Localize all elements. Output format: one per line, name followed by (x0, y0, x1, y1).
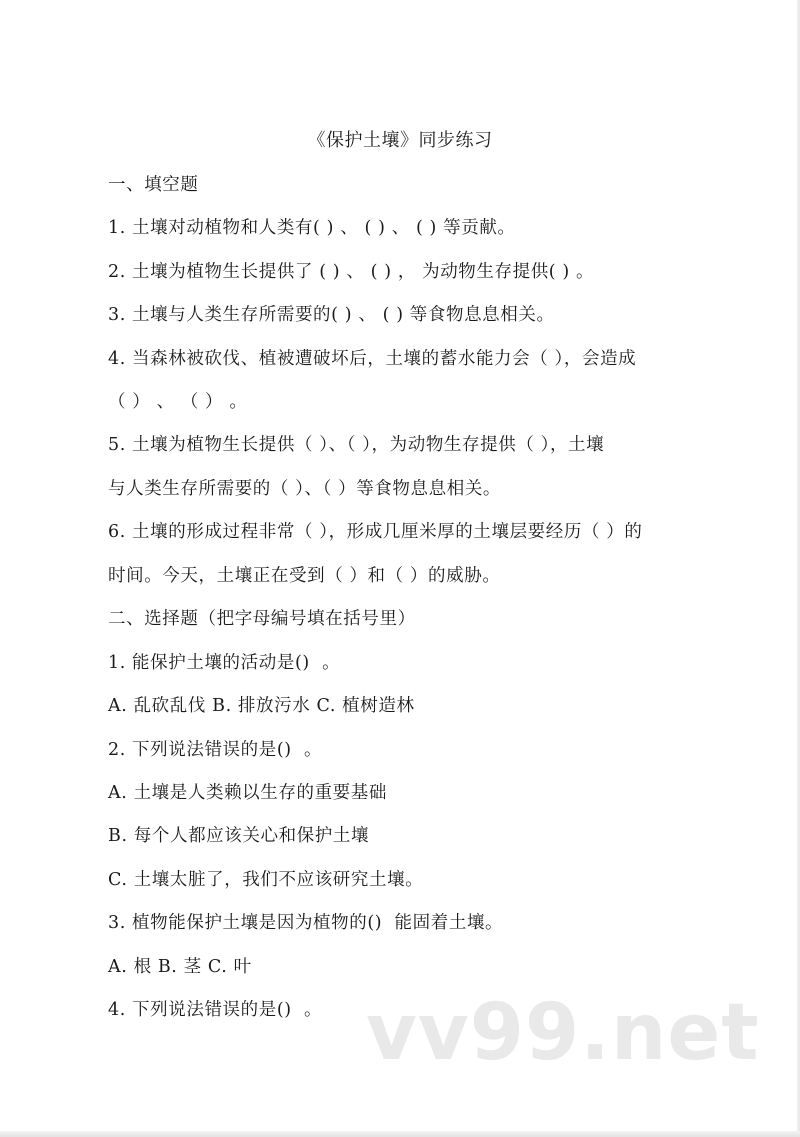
choice-question-3: 3. 植物能保护土壤是因为植物的() 能固着土壤。 (108, 913, 504, 933)
fill-blank-question-2: 2. 土壤为植物生长提供了 ( ) 、 ( ) ， 为动物生存提供( ) 。 (108, 262, 595, 282)
fill-blank-question-5: 5. 土壤为植物生长提供（ ）、（ ），为动物生存提供（ ），土壤 (108, 435, 605, 455)
section-heading-multiple-choice: 二、选择题（把字母编号填在括号里） (108, 609, 416, 629)
choice-options-1: A. 乱砍乱伐 B. 排放污水 C. 植树造林 (108, 696, 415, 716)
choice-question-4: 4. 下列说法错误的是() 。 (108, 1000, 323, 1020)
fill-blank-question-6-cont: 时间。今天，土壤正在受到（ ）和（ ）的威胁。 (108, 566, 501, 586)
watermark: vv99.net (366, 988, 760, 1078)
page-edge-bottom (0, 1131, 800, 1137)
choice-options-3: A. 根 B. 茎 C. 叶 (108, 957, 252, 977)
choice-question-2: 2. 下列说法错误的是() 。 (108, 740, 323, 760)
fill-blank-question-1: 1. 土壤对动植物和人类有( ) 、 ( ) 、 ( ) 等贡献。 (108, 218, 516, 238)
choice-option-2b: B. 每个人都应该关心和保护土壤 (108, 826, 370, 846)
fill-blank-question-4-cont: （ ） 、 （ ） 。 (108, 392, 248, 412)
document-title: 《保护土壤》同步练习 (307, 130, 493, 151)
choice-option-2a: A. 土壤是人类赖以生存的重要基础 (108, 783, 387, 803)
fill-blank-question-5-cont: 与人类生存所需要的（ ）、（ ）等食物息息相关。 (108, 479, 502, 499)
choice-option-2c: C. 土壤太脏了，我们不应该研究土壤。 (108, 870, 424, 890)
fill-blank-question-6: 6. 土壤的形成过程非常（ ），形成几厘米厚的土壤层要经历（ ）的 (108, 522, 643, 542)
fill-blank-question-3: 3. 土壤与人类生存所需要的( ) 、 ( ) 等食物息息相关。 (108, 305, 555, 325)
choice-question-1: 1. 能保护土壤的活动是() 。 (108, 653, 341, 673)
section-heading-fill-blank: 一、填空题 (108, 175, 199, 195)
fill-blank-question-4: 4. 当森林被砍伐、植被遭破坏后，土壤的蓄水能力会（ ），会造成 (108, 349, 637, 369)
